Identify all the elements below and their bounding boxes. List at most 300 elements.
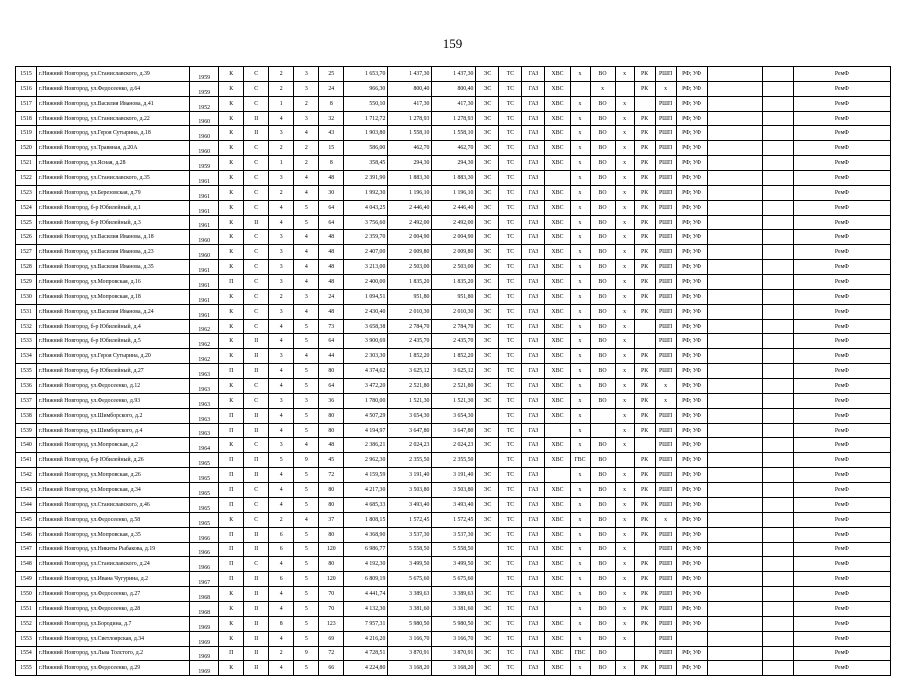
gas-cell: ГАЗ [522, 171, 545, 186]
hot-water-cell: х [570, 260, 590, 275]
mark-cell: х [615, 572, 634, 587]
living-area-cell: 1 521,30 [388, 393, 432, 408]
electricity-cell: ЭС [476, 126, 499, 141]
residential-area-cell: 2 492,00 [432, 215, 476, 230]
row-number-cell: 1552 [16, 616, 37, 631]
sewerage-cell: ВО [590, 260, 615, 275]
repair-type-cell: РемФ [793, 215, 890, 230]
sewerage-cell: ВО [590, 616, 615, 631]
floors-cell: 5 [294, 215, 319, 230]
empty-cell [762, 200, 793, 215]
address-cell: г.Нижний Новгород, ул.Мопровская, д.26 [37, 468, 190, 483]
floors-cell: 4 [294, 512, 319, 527]
build-year-cell: 1965 [190, 468, 219, 483]
type-cell: С [244, 304, 269, 319]
floors-cell: 5 [294, 587, 319, 602]
roof-repair-cell: РК [634, 67, 655, 82]
entrances-cell: 4 [269, 215, 294, 230]
apartments-cell: 44 [319, 349, 344, 364]
build-year-cell: 1965 [190, 512, 219, 527]
hot-water-cell: х [570, 67, 590, 82]
cold-water-cell: ХВС [545, 483, 570, 498]
address-cell: г.Нижний Новгород, б-р Юбилейный, д.4 [37, 319, 190, 334]
repair-type-cell: РемФ [793, 601, 890, 616]
entrances-cell: 3 [269, 275, 294, 290]
floors-cell: 5 [294, 527, 319, 542]
row-number-cell: 1540 [16, 438, 37, 453]
repair-type-cell: РемФ [793, 468, 890, 483]
facade-repair-cell: РШП [655, 453, 676, 468]
hot-water-cell: х [570, 601, 590, 616]
facade-repair-cell: РШП [655, 304, 676, 319]
type-cell: II [244, 646, 269, 661]
address-cell: г.Нижний Новгород, ул.Станиславского, д.24 [37, 557, 190, 572]
living-area-cell: 3 870,91 [388, 646, 432, 661]
apartments-cell: 64 [319, 200, 344, 215]
total-area-cell: 550,10 [344, 96, 388, 111]
empty-cell [762, 67, 793, 82]
sewerage-cell: ВО [590, 483, 615, 498]
living-area-cell: 951,80 [388, 289, 432, 304]
apartments-cell: 48 [319, 275, 344, 290]
build-year-cell: 1965 [190, 453, 219, 468]
cold-water-cell: ХВС [545, 661, 570, 676]
foundation-repair-cell: РФ; УФ [676, 587, 707, 602]
floors-cell: 5 [294, 483, 319, 498]
facade-repair-cell: РШП [655, 661, 676, 676]
facade-repair-cell: РШП [655, 260, 676, 275]
total-area-cell: 2 391,90 [344, 171, 388, 186]
roof-repair-cell: РК [634, 126, 655, 141]
sewerage-cell [590, 423, 615, 438]
table-row [16, 96, 891, 111]
entrances-cell: 3 [269, 438, 294, 453]
total-area-cell: 586,00 [344, 141, 388, 156]
hot-water-cell: х [570, 289, 590, 304]
empty-cell [762, 646, 793, 661]
floors-cell: 3 [294, 111, 319, 126]
build-year-cell: 1959 [190, 67, 219, 82]
cold-water-cell: ХВС [545, 572, 570, 587]
living-area-cell: 3 654,30 [388, 408, 432, 423]
electricity-cell: ЭС [476, 185, 499, 200]
row-number-cell: 1526 [16, 230, 37, 245]
build-year-cell: 1961 [190, 185, 219, 200]
electricity-cell: ЭС [476, 527, 499, 542]
address-cell: г.Нижний Новгород, ул.Федосеенко, д.64 [37, 81, 190, 96]
roof-repair-cell [634, 319, 655, 334]
build-year-cell: 1960 [190, 245, 219, 260]
empty-cell [762, 438, 793, 453]
mark-cell: х [615, 126, 634, 141]
type-cell: С [244, 81, 269, 96]
table-row [16, 126, 891, 141]
page-number: 159 [442, 36, 463, 51]
address-cell: г.Нижний Новгород, ул.Льва Толстого, д.2 [37, 646, 190, 661]
roof-repair-cell: РК [634, 364, 655, 379]
address-cell: г.Нижний Новгород, ул.Федосеенко, д.27 [37, 587, 190, 602]
address-cell: г.Нижний Новгород, б-р Юбилейный, д.3 [37, 215, 190, 230]
residential-area-cell: 800,40 [432, 81, 476, 96]
total-area-cell: 1 903,80 [344, 126, 388, 141]
repair-type-cell: РемФ [793, 141, 890, 156]
residential-area-cell: 3 647,80 [432, 423, 476, 438]
living-area-cell: 1 852,20 [388, 349, 432, 364]
foundation-repair-cell: РФ; УФ [676, 379, 707, 394]
table-row [16, 572, 891, 587]
floors-cell: 9 [294, 453, 319, 468]
entrances-cell: 4 [269, 661, 294, 676]
sewerage-cell: ВО [590, 334, 615, 349]
other-cell [707, 527, 762, 542]
sewerage-cell: ВО [590, 646, 615, 661]
electricity-cell: ЭС [476, 349, 499, 364]
foundation-repair-cell: РФ; УФ [676, 289, 707, 304]
registry-body [16, 67, 891, 676]
repair-type-cell: РемФ [793, 557, 890, 572]
empty-cell [762, 616, 793, 631]
address-cell: г.Нижний Новгород, ул.Ясная, д.28 [37, 156, 190, 171]
apartments-cell: 24 [319, 81, 344, 96]
heating-cell: ТС [499, 289, 522, 304]
cold-water-cell: ХВС [545, 215, 570, 230]
row-number-cell: 1519 [16, 126, 37, 141]
apartments-cell: 80 [319, 527, 344, 542]
living-area-cell: 2 503,00 [388, 260, 432, 275]
empty-cell [762, 601, 793, 616]
facade-repair-cell: РШП [655, 438, 676, 453]
row-number-cell: 1543 [16, 483, 37, 498]
mark-cell [615, 453, 634, 468]
living-area-cell: 2 784,70 [388, 319, 432, 334]
mark-cell: х [615, 661, 634, 676]
other-cell [707, 423, 762, 438]
facade-repair-cell: РШП [655, 141, 676, 156]
apartments-cell: 24 [319, 289, 344, 304]
address-cell: г.Нижний Новгород, ул.Станиславского, д.39 [37, 67, 190, 82]
roof-repair-cell: РК [634, 616, 655, 631]
total-area-cell: 2 386,21 [344, 438, 388, 453]
repair-type-cell: РемФ [793, 81, 890, 96]
hot-water-cell: х [570, 304, 590, 319]
address-cell: г.Нижний Новгород, ул.Героя Сутырина, д.20 [37, 349, 190, 364]
living-area-cell: 5 980,50 [388, 616, 432, 631]
apartments-cell: 48 [319, 230, 344, 245]
electricity-cell: ЭС [476, 512, 499, 527]
repair-type-cell: РемФ [793, 393, 890, 408]
hot-water-cell: х [570, 156, 590, 171]
other-cell [707, 661, 762, 676]
table-row [16, 260, 891, 275]
apartments-cell: 64 [319, 334, 344, 349]
facade-repair-cell: РШП [655, 423, 676, 438]
mark-cell: х [615, 542, 634, 557]
repair-type-cell: РемФ [793, 334, 890, 349]
repair-type-cell: РемФ [793, 200, 890, 215]
type-cell: С [244, 275, 269, 290]
hot-water-cell: х [570, 215, 590, 230]
empty-cell [762, 230, 793, 245]
row-number-cell: 1531 [16, 304, 37, 319]
foundation-repair-cell: РФ; УФ [676, 364, 707, 379]
foundation-repair-cell: РФ; УФ [676, 512, 707, 527]
residential-area-cell: 951,80 [432, 289, 476, 304]
facade-repair-cell: РШП [655, 587, 676, 602]
address-cell: г.Нижний Новгород, ул.Никиты Рыбакова, д.19 [37, 542, 190, 557]
facade-repair-cell: РШП [655, 483, 676, 498]
gas-cell: ГАЗ [522, 96, 545, 111]
type-cell: II [244, 126, 269, 141]
build-year-cell: 1961 [190, 171, 219, 186]
living-area-cell: 2 435,70 [388, 334, 432, 349]
repair-type-cell: РемФ [793, 260, 890, 275]
electricity-cell: ЭС [476, 334, 499, 349]
row-number-cell: 1515 [16, 67, 37, 82]
cold-water-cell: ХВС [545, 631, 570, 646]
type-cell: II [244, 601, 269, 616]
sewerage-cell: ВО [590, 379, 615, 394]
electricity-cell: ЭС [476, 96, 499, 111]
other-cell [707, 497, 762, 512]
entrances-cell: 4 [269, 364, 294, 379]
build-year-cell: 1968 [190, 601, 219, 616]
material-cell: К [219, 111, 244, 126]
entrances-cell: 2 [269, 81, 294, 96]
foundation-repair-cell: РФ; УФ [676, 185, 707, 200]
living-area-cell: 1 835,20 [388, 275, 432, 290]
facade-repair-cell: РШП [655, 334, 676, 349]
gas-cell: ГАЗ [522, 319, 545, 334]
apartments-cell: 48 [319, 304, 344, 319]
roof-repair-cell: РК [634, 349, 655, 364]
build-year-cell: 1960 [190, 111, 219, 126]
cold-water-cell [545, 171, 570, 186]
gas-cell: ГАЗ [522, 483, 545, 498]
total-area-cell: 2 430,40 [344, 304, 388, 319]
repair-type-cell: РемФ [793, 453, 890, 468]
empty-cell [762, 349, 793, 364]
material-cell: К [219, 126, 244, 141]
hot-water-cell [570, 81, 590, 96]
material-cell: К [219, 438, 244, 453]
total-area-cell: 1 992,30 [344, 185, 388, 200]
floors-cell: 3 [294, 289, 319, 304]
other-cell [707, 453, 762, 468]
hot-water-cell: х [570, 96, 590, 111]
mark-cell: х [615, 379, 634, 394]
roof-repair-cell: РК [634, 141, 655, 156]
electricity-cell: ЭС [476, 67, 499, 82]
cold-water-cell: ХВС [545, 616, 570, 631]
foundation-repair-cell: РФ; УФ [676, 200, 707, 215]
facade-repair-cell: х [655, 512, 676, 527]
roof-repair-cell: РК [634, 275, 655, 290]
residential-area-cell: 3 503,80 [432, 483, 476, 498]
other-cell [707, 438, 762, 453]
build-year-cell: 1965 [190, 497, 219, 512]
material-cell: П [219, 497, 244, 512]
total-area-cell: 358,45 [344, 156, 388, 171]
material-cell: К [219, 393, 244, 408]
living-area-cell: 1 572,45 [388, 512, 432, 527]
gas-cell: ГАЗ [522, 141, 545, 156]
mark-cell: х [615, 438, 634, 453]
hot-water-cell: х [570, 230, 590, 245]
empty-cell [762, 185, 793, 200]
repair-type-cell: РемФ [793, 527, 890, 542]
floors-cell: 4 [294, 126, 319, 141]
sewerage-cell: ВО [590, 468, 615, 483]
gas-cell: ГАЗ [522, 423, 545, 438]
other-cell [707, 171, 762, 186]
entrances-cell: 4 [269, 497, 294, 512]
address-cell: г.Нижний Новгород, ул.Героя Сутырина, д.18 [37, 126, 190, 141]
cold-water-cell: ХВС [545, 587, 570, 602]
cold-water-cell: ХВС [545, 275, 570, 290]
foundation-repair-cell: РФ; УФ [676, 542, 707, 557]
row-number-cell: 1555 [16, 661, 37, 676]
sewerage-cell: ВО [590, 245, 615, 260]
hot-water-cell: ГВС [570, 453, 590, 468]
cold-water-cell: ХВС [545, 67, 570, 82]
type-cell: С [244, 185, 269, 200]
type-cell: С [244, 260, 269, 275]
type-cell: С [244, 497, 269, 512]
sewerage-cell: ВО [590, 497, 615, 512]
gas-cell: ГАЗ [522, 572, 545, 587]
address-cell: г.Нижний Новгород, ул.Василия Иванова, д.24 [37, 304, 190, 319]
material-cell: П [219, 408, 244, 423]
cold-water-cell: ХВС [545, 260, 570, 275]
floors-cell: 5 [294, 572, 319, 587]
foundation-repair-cell: РФ; УФ [676, 304, 707, 319]
mark-cell: х [615, 527, 634, 542]
total-area-cell: 1 808,15 [344, 512, 388, 527]
gas-cell: ГАЗ [522, 557, 545, 572]
facade-repair-cell: РШП [655, 601, 676, 616]
electricity-cell: ЭС [476, 497, 499, 512]
gas-cell: ГАЗ [522, 453, 545, 468]
empty-cell [762, 661, 793, 676]
material-cell: К [219, 171, 244, 186]
table-row [16, 215, 891, 230]
empty-cell [762, 275, 793, 290]
foundation-repair-cell: РФ; УФ [676, 126, 707, 141]
foundation-repair-cell: РФ; УФ [676, 661, 707, 676]
entrances-cell: 5 [269, 453, 294, 468]
cold-water-cell: ХВС [545, 81, 570, 96]
total-area-cell: 2 407,00 [344, 245, 388, 260]
hot-water-cell: х [570, 557, 590, 572]
build-year-cell: 1965 [190, 483, 219, 498]
total-area-cell: 2 400,00 [344, 275, 388, 290]
build-year-cell: 1960 [190, 141, 219, 156]
total-area-cell: 6 809,19 [344, 572, 388, 587]
total-area-cell: 4 217,30 [344, 483, 388, 498]
gas-cell: ГАЗ [522, 200, 545, 215]
foundation-repair-cell: РФ; УФ [676, 81, 707, 96]
cold-water-cell: ХВС [545, 230, 570, 245]
build-year-cell: 1961 [190, 289, 219, 304]
mark-cell: х [615, 616, 634, 631]
material-cell: К [219, 96, 244, 111]
other-cell [707, 364, 762, 379]
facade-repair-cell: РШП [655, 408, 676, 423]
living-area-cell: 2 010,30 [388, 304, 432, 319]
heating-cell: ТС [499, 245, 522, 260]
hot-water-cell: х [570, 379, 590, 394]
other-cell [707, 319, 762, 334]
entrances-cell: 6 [269, 527, 294, 542]
facade-repair-cell: х [655, 81, 676, 96]
address-cell: г.Нижний Новгород, ул.Василия Иванова, д.18 [37, 230, 190, 245]
entrances-cell: 2 [269, 646, 294, 661]
cold-water-cell: ХВС [545, 364, 570, 379]
roof-repair-cell: РК [634, 111, 655, 126]
apartments-cell: 72 [319, 468, 344, 483]
total-area-cell: 4 507,29 [344, 408, 388, 423]
build-year-cell: 1967 [190, 572, 219, 587]
gas-cell: ГАЗ [522, 260, 545, 275]
sewerage-cell [590, 408, 615, 423]
repair-type-cell: РемФ [793, 497, 890, 512]
hot-water-cell: х [570, 512, 590, 527]
hot-water-cell: х [570, 334, 590, 349]
cold-water-cell: ХВС [545, 646, 570, 661]
living-area-cell: 3 647,80 [388, 423, 432, 438]
table-row [16, 661, 891, 676]
heating-cell: ТС [499, 81, 522, 96]
heating-cell: ТС [499, 453, 522, 468]
empty-cell [762, 527, 793, 542]
residential-area-cell: 5 558,50 [432, 542, 476, 557]
cold-water-cell: ХВС [545, 497, 570, 512]
roof-repair-cell: РК [634, 304, 655, 319]
entrances-cell: 4 [269, 200, 294, 215]
residential-area-cell: 1 437,30 [432, 67, 476, 82]
gas-cell: ГАЗ [522, 111, 545, 126]
address-cell: г.Нижний Новгород, ул.Станиславского, д.22 [37, 111, 190, 126]
apartments-cell: 8 [319, 96, 344, 111]
apartments-cell: 48 [319, 260, 344, 275]
material-cell: К [219, 245, 244, 260]
cold-water-cell: ХВС [545, 527, 570, 542]
material-cell: П [219, 557, 244, 572]
other-cell [707, 81, 762, 96]
living-area-cell: 1 196,10 [388, 185, 432, 200]
residential-area-cell: 5 675,60 [432, 572, 476, 587]
cold-water-cell: ХВС [545, 453, 570, 468]
repair-type-cell: РемФ [793, 631, 890, 646]
facade-repair-cell: х [655, 379, 676, 394]
gas-cell: ГАЗ [522, 408, 545, 423]
residential-area-cell: 294,30 [432, 156, 476, 171]
floors-cell: 4 [294, 230, 319, 245]
build-year-cell: 1969 [190, 646, 219, 661]
entrances-cell: 4 [269, 423, 294, 438]
mark-cell: х [615, 631, 634, 646]
residential-area-cell: 2 784,70 [432, 319, 476, 334]
heating-cell: ТС [499, 512, 522, 527]
residential-area-cell: 3 191,40 [432, 468, 476, 483]
mark-cell: х [615, 275, 634, 290]
facade-repair-cell: РШП [655, 631, 676, 646]
foundation-repair-cell: РФ; УФ [676, 334, 707, 349]
address-cell: г.Нижний Новгород, ул.Шимборского, д.4 [37, 423, 190, 438]
entrances-cell: 2 [269, 141, 294, 156]
repair-type-cell: РемФ [793, 245, 890, 260]
address-cell: г.Нижний Новгород, б-р Юбилейный, д.1 [37, 200, 190, 215]
